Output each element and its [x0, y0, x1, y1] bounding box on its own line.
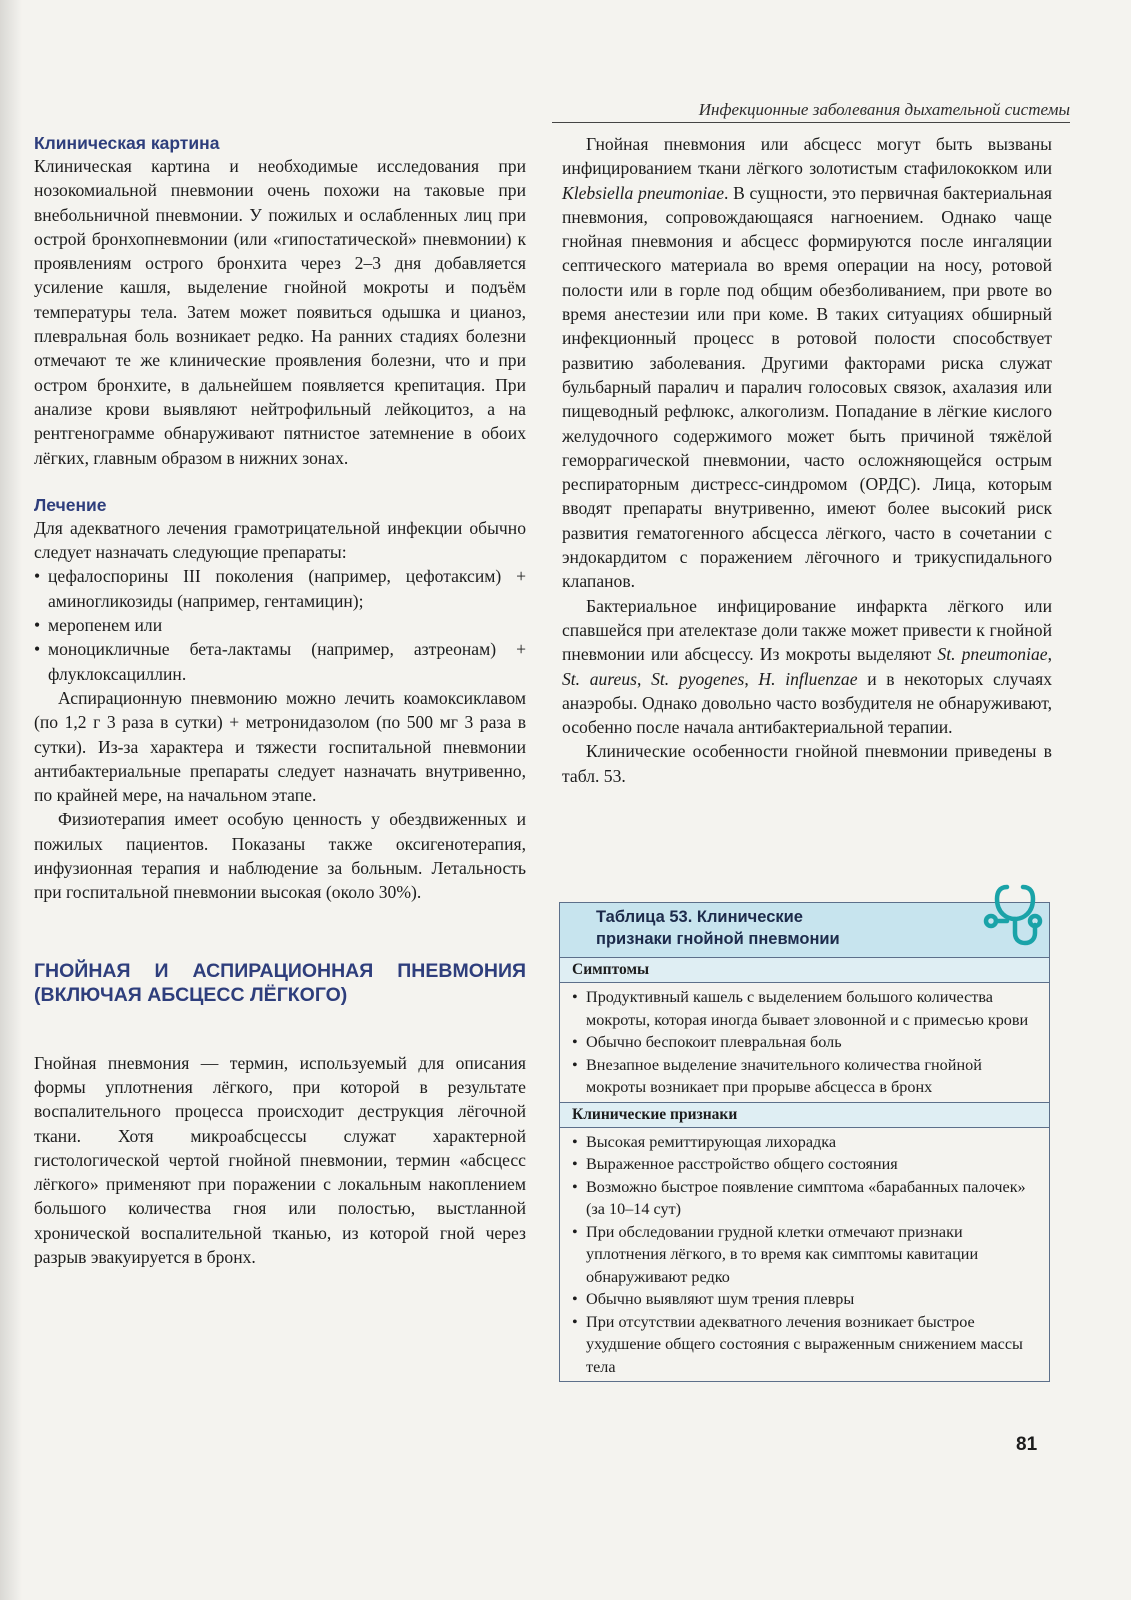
table-title — [560, 903, 1049, 957]
list-item: • Выраженное расстройство общего состояния — [572, 1153, 1039, 1176]
list-item: • При отсутствии адекватного лечения возникает быстрое ухудшение общего состояния с выраженным снижением массы тела — [572, 1311, 1039, 1379]
paragraph-table-ref: Клинические особенности гнойной пневмонии приведены в табл. 53. — [562, 741, 1052, 786]
table-section-symptoms: Симптомы — [560, 957, 1049, 983]
list-item: • При обследовании грудной клетки отмечают признаки уплотнения лёгкого, в то время как симптомы кавитации обнаруживают редко — [572, 1221, 1039, 1289]
heading-treatment: Лечение — [34, 494, 107, 515]
table-section-signs: Клинические признаки — [560, 1102, 1049, 1128]
paragraph-physiotherapy: Физиотерапия имеет особую ценность у обездвиженных и пожилых пациентов. Показаны также оксигенотерапия, инфузионная терапия и наблюдение за больным. Летальность при госпитальной пневмонии высокая (около 30%). — [34, 809, 526, 903]
list-item: • меропенем или — [34, 613, 526, 637]
list-item: • Обычно выявляют шум трения плевры — [572, 1288, 1039, 1311]
left-column — [34, 132, 526, 1269]
signs-list — [572, 1131, 1039, 1379]
page-edge-shadow — [0, 0, 22, 1600]
paragraph-infarct: Бактериальное инфицирование инфаркта лёгкого или спавшейся при ателектазе доли также может привести к гнойной пневмонии или абсцессу. Из мокроты выделяют St. pneumoniae, St. aureus, St. pyogenes, H. influenzae и в некоторых случаях анаэробы. Однако довольно часто возбудителя не обнаруживают, особенно после начала антибактериальной терапии. — [562, 595, 1052, 738]
list-item: • Возможно быстрое появление симптома «барабанных палочек» (за 10–14 сут) — [572, 1176, 1039, 1221]
treatment-list — [34, 564, 526, 685]
list-item: • Продуктивный кашель с выделением большого количества мокроты, которая иногда бывает зловонной и с примесью крови — [572, 986, 1039, 1031]
table-53 — [559, 902, 1050, 1382]
stethoscope-icon — [981, 881, 1043, 947]
list-item: • Высокая ремиттирующая лихорадка — [572, 1131, 1039, 1154]
paragraph-clinical-picture: Клиническая картина и необходимые исследования при нозокомиальной пневмонии очень похожи на таковые при внебольничной пневмонии. У пожилых и ослабленных лиц при острой бронхопневмонии (или «гипостатической» пневмонии) к проявлениям острого бронхита через 2–3 дня добавляется усиление кашля, выделение гнойной мокроты и подъём температуры тела. Затем может появиться одышка и цианоз, плевральная боль возникает редко. На ранних стадиях болезни отмечают те же клинические проявления болезни, что и при остром бронхите, в дальнейшем появляется крепитация. При анализе крови выявляют нейтрофильный лейкоцитоз, а на рентгенограмме обнаруживают пятнистое затемнение в обоих лёгких, главным образом в нижних зонах. — [34, 156, 526, 468]
table-title-line1: Таблица 53. Клинические — [596, 908, 803, 926]
heading-clinical-picture: Клиническая картина — [34, 133, 220, 153]
list-item: • моноцикличные бета-лактамы (например, азтреонам) + флуклоксациллин. — [34, 637, 526, 686]
paragraph-causes: Гнойная пневмония или абсцесс могут быть вызваны инфицированием ткани лёгкого золотистым стафилококком или Klebsiella pneumoniae. В сущности, это первичная бактериальная пневмония, сопровождающаяся нагноением. Однако чаще гнойная пневмония и абсцесс формируются после ингаляции септического материала во время операции на носу, ротовой полости или в горле под общим обезболиванием, при рвоте во время анестезии или при коме. В таких ситуациях обширный инфекционный процесс в ротовой полости способствует развитию заболевания. Другими факторами риска служат бульбарный паралич и паралич голосовых связок, ахалазия или пищеводный рефлюкс, алкоголизм. Попадание в лёгкие кислого желудочного содержимого может быть причиной тяжёлой геморрагической пневмонии, часто осложняющейся острым респираторным дистресс-синдромом (ОРДС). Лица, которым вводят препараты внутривенно, имеют более высокий риск развития гематогенного абсцесса лёгкого, часто в сочетании с эндокардитом с поражением лёгочного и трикуспидального клапанов. — [562, 134, 1052, 592]
paragraph-treatment-intro: Для адекватного лечения грамотрицательной инфекции обычно следует назначать следующие препараты: — [34, 517, 526, 563]
signs-body — [560, 1128, 1049, 1382]
list-item: • цефалоспорины III поколения (например, цефотаксим) + аминогликозиды (например, гентамицин); — [34, 564, 526, 613]
list-item: • Обычно беспокоит плевральная боль — [572, 1031, 1039, 1054]
paragraph-purulent-definition: Гнойная пневмония — термин, используемый для описания формы уплотнения лёгкого, при которой в результате воспалительного процесса происходит деструкция лёгочной ткани. Хотя микроабсцессы служат характерной гистологической чертой гнойной пневмонии, термин «абсцесс лёгкого» применяют при поражении с локальным накоплением большого количества гноя или полостью, выстланной хронической воспалительной тканью, из которой гной через разрыв эвакуируется в бронх. — [34, 1052, 526, 1267]
paragraph-aspiration: Аспирационную пневмонию можно лечить коамоксиклавом (по 1,2 г 3 раза в сутки) + метронидазолом (по 500 мг 3 раза в сутки). Из-за характера и тяжести госпитальной пневмонии антибактериальные препараты следует назначать внутривенно, по крайней мере, на начальном этапе. — [34, 687, 526, 806]
right-column — [562, 132, 1052, 788]
running-head: Инфекционные заболевания дыхательной системы — [552, 100, 1070, 123]
list-item: • Внезапное выделение значительного количества гнойной мокроты возникает при прорыве абсцесса в бронх — [572, 1054, 1039, 1099]
page-number: 81 — [1016, 1434, 1038, 1455]
heading-purulent-pneumonia: ГНОЙНАЯ И АСПИРАЦИОННАЯ ПНЕВМОНИЯ (ВКЛЮЧАЯ АБСЦЕСС ЛЁГКОГО) — [34, 959, 526, 1006]
table-title-line2: признаки гнойной пневмонии — [596, 930, 840, 948]
symptoms-list — [572, 986, 1039, 1099]
symptoms-body — [560, 983, 1049, 1102]
